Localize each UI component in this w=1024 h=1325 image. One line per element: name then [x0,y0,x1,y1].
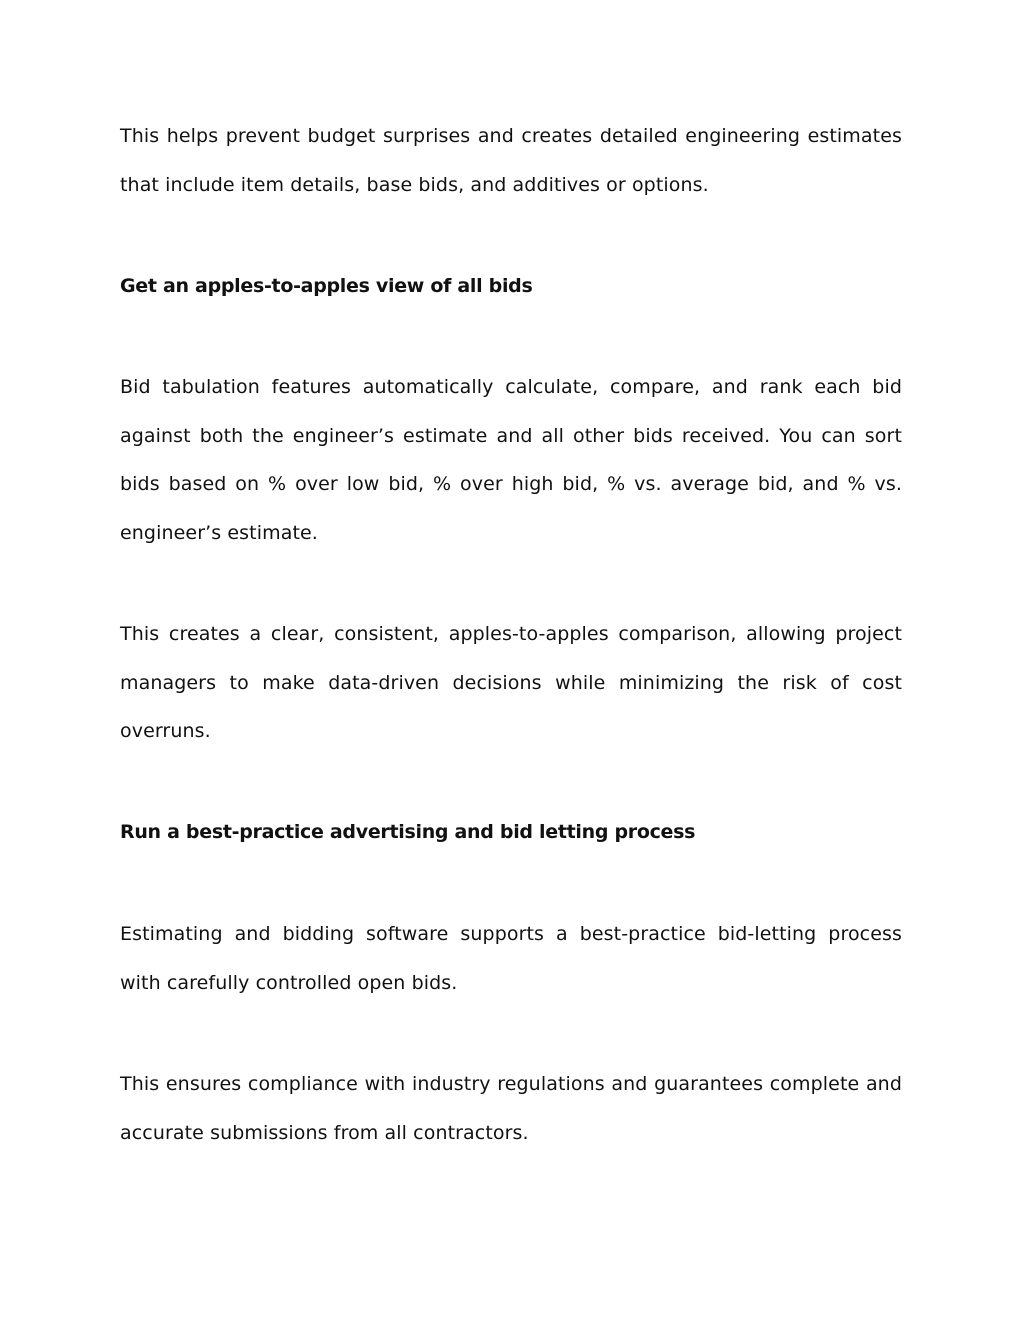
paragraph-estimating-software: Estimating and bidding software supports a best-practice bid-letting process with carefully controlled open bids. [120,923,902,994]
heading-apples-to-apples: Get an apples-to-apples view of all bids [120,275,533,297]
paragraph-clear-comparison: This creates a clear, consistent, apples-to-apples comparison, allowing project managers to make data-driven decisions while minimizing the risk of cost overruns. [120,623,902,742]
paragraph-bid-tabulation: Bid tabulation features automatically calculate, compare, and rank each bid against both the engineer’s estimate and all other bids received. You can sort bids based on % over low bid, % over high bid, % vs. average bid, and % vs. engineer’s estimate. [120,376,902,544]
heading-bid-letting-process: Run a best-practice advertising and bid letting process [120,821,696,843]
paragraph-budget-surprises: This helps prevent budget surprises and creates detailed engineering estimates that include item details, base bids, and additives or options. [120,125,902,196]
paragraph-compliance: This ensures compliance with industry regulations and guarantees complete and accurate submissions from all contractors. [120,1073,902,1144]
